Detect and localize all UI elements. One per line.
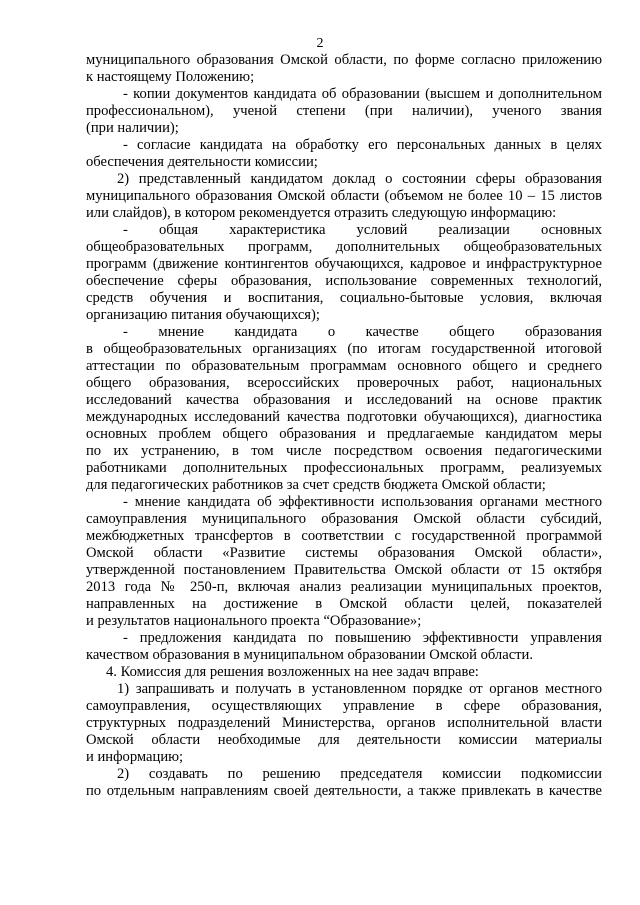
text-line: муниципального образования Омской области (объемом не более 10 – 15 листов xyxy=(86,188,602,204)
text-line: муниципального образования Омской области, по форме согласно приложению xyxy=(86,52,602,68)
text-line: 4. Комиссия для решения возложенных на нее задач вправе: xyxy=(106,664,479,680)
text-line: (при наличии); xyxy=(86,120,179,136)
text-line: самоуправления, осуществляющих управление в сфере образования, xyxy=(86,698,602,714)
text-line: средств обучения и воспитания, социально-бытовые условия, включая xyxy=(86,290,602,306)
text-line: и результатов национального проекта “Образование»; xyxy=(86,613,422,629)
text-line: для педагогических работников за счет средств бюджета Омской области; xyxy=(86,477,546,493)
page-number: 2 xyxy=(316,36,324,51)
text-line: - общая характеристика условий реализации основных xyxy=(123,222,602,238)
text-line: обеспечение сферы образования, использование современных технологий, xyxy=(86,273,602,289)
text-line: организацию питания обучающихся); xyxy=(86,307,320,323)
text-line: межбюджетных трансфертов в соответствии с государственной программой xyxy=(86,528,602,544)
text-line: по их устранению, в том числе посредством освоения педагогическими xyxy=(86,443,602,459)
text-line: или слайдов), в котором рекомендуется отразить следующую информацию: xyxy=(86,205,557,221)
text-line: - мнение кандидата о качестве общего образования xyxy=(123,324,602,340)
text-line: 1) запрашивать и получать в установленном порядке от органов местного xyxy=(117,681,602,697)
text-line: 2013 года № 250-п, включая анализ реализации муниципальных проектов, xyxy=(86,579,602,595)
text-line: самоуправления муниципального образования Омской области субсидий, xyxy=(86,511,602,527)
text-line: структурных подразделений Министерства, органов исполнительной власти xyxy=(86,715,602,731)
text-line: к настоящему Положению; xyxy=(86,69,255,85)
text-line: - мнение кандидата об эффективности использования органами местного xyxy=(123,494,602,510)
text-line: исследований качества образования и исследований на основе практик xyxy=(86,392,602,408)
text-line: качеством образования в муниципальном образовании Омской области. xyxy=(86,647,534,663)
text-line: направленных на достижение в Омской области целей, показателей xyxy=(86,596,602,612)
text-line: международных исследований качества подготовки обучающихся), диагностика xyxy=(86,409,602,425)
text-line: Омской области необходимые для деятельности комиссии материалы xyxy=(86,732,602,748)
text-line: - согласие кандидата на обработку его персональных данных в целях xyxy=(123,137,602,153)
text-line: программ (движение контингентов обучающихся, кадровое и инфраструктурное xyxy=(86,256,602,272)
text-line: - копии документов кандидата об образовании (высшем и дополнительном xyxy=(123,86,602,102)
text-line: по отдельным направлениям своей деятельности, а также привлекать в качестве xyxy=(86,783,602,799)
text-line: общего образования, всероссийских проверочных работ, национальных xyxy=(86,375,602,391)
text-line: 2) создавать по решению председателя комиссии подкомиссии xyxy=(117,766,602,782)
text-line: основных проблем общего образования и предлагаемые кандидатом меры xyxy=(86,426,602,442)
text-line: Омской области «Развитие системы образования Омской области», xyxy=(86,545,602,561)
text-line: обеспечения деятельности комиссии; xyxy=(86,154,318,170)
text-line: общеобразовательных программ, дополнительных общеобразовательных xyxy=(86,239,602,255)
text-line: профессиональном), ученой степени (при наличии), ученого звания xyxy=(86,103,602,119)
document-body xyxy=(86,52,602,800)
text-line: - предложения кандидата по повышению эффективности управления xyxy=(123,630,602,646)
text-line: в общеобразовательных организациях (по итогам государственной итоговой xyxy=(86,341,602,357)
text-line: 2) представленный кандидатом доклад о состоянии сферы образования xyxy=(117,171,602,187)
text-line: работниками дополнительных профессиональных программ, реализуемых xyxy=(86,460,602,476)
text-line: утвержденной постановлением Правительства Омской области от 15 октября xyxy=(86,562,602,578)
text-line: аттестации по образовательным программам основного общего и среднего xyxy=(86,358,602,374)
text-line: и информацию; xyxy=(86,749,184,765)
